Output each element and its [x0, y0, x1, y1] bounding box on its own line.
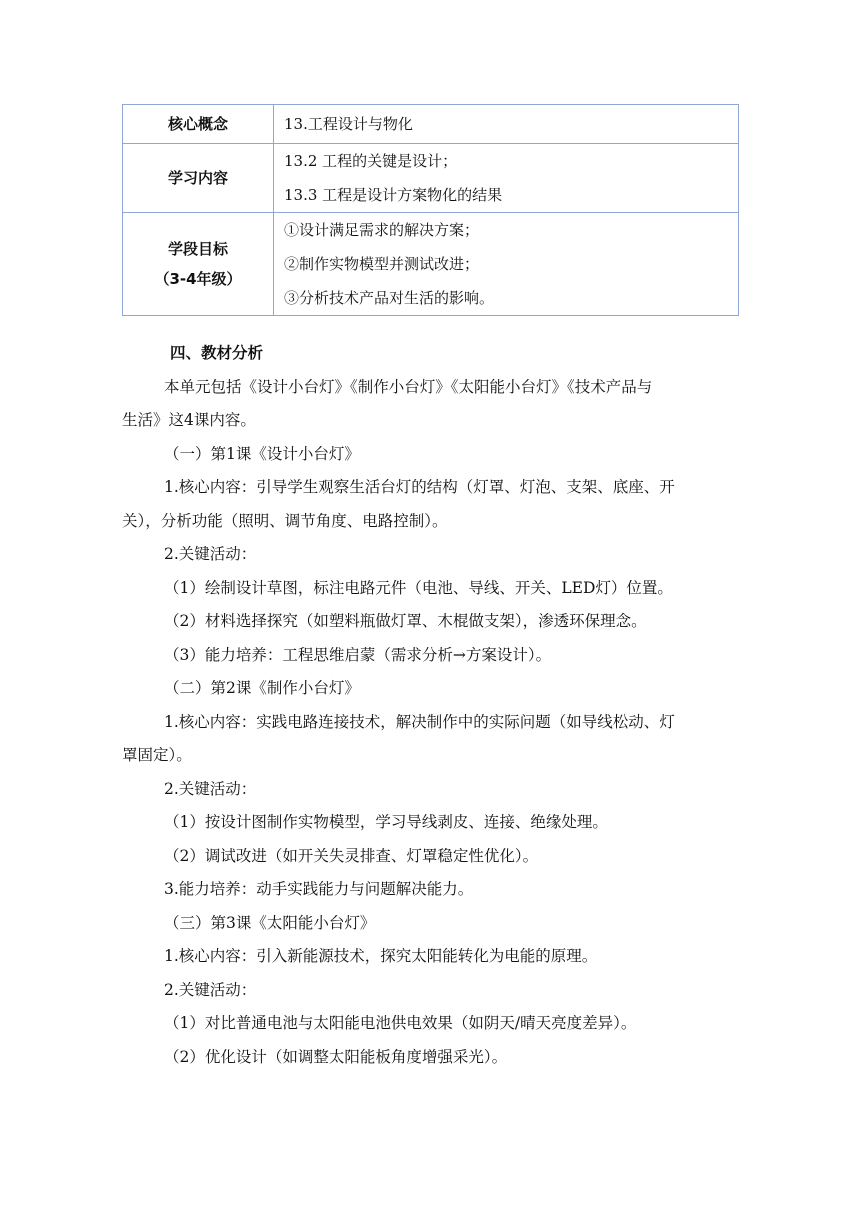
activities-title: 2.关键活动： — [164, 980, 257, 999]
stage-goal-line: ②制作实物模型并测试改进； — [284, 255, 480, 273]
lesson-title: （二）第2课《制作小台灯》 — [164, 679, 360, 697]
table-content-cell — [274, 213, 739, 316]
core-content-line: 关），分析功能（照明、调节角度、电路控制）。 — [122, 511, 448, 530]
table-label-cell — [123, 105, 274, 144]
stage-goal-line: ①设计满足需求的解决方案； — [284, 221, 480, 239]
learning-content-line: 13.3 工程是设计方案物化的结果 — [284, 186, 503, 204]
activity-item: （1）绘制设计草图，标注电路元件（电池、导线、开关、LED灯）位置。 — [164, 578, 673, 597]
table-row — [123, 213, 739, 316]
material-analysis-section — [122, 337, 739, 1074]
activities-title: 2.关键活动： — [164, 779, 257, 798]
intro-paragraph-line: 生活》这4课内容。 — [122, 411, 256, 429]
lesson-title: （一）第1课《设计小台灯》 — [164, 444, 360, 463]
activity-item: （3）能力培养：工程思维启蒙（需求分析→方案设计）。 — [164, 645, 552, 664]
stage-goal-line: ③分析技术产品对生活的影响。 — [284, 289, 495, 307]
row-label-grade-range: （3-4年级） — [154, 270, 242, 288]
activity-item: （1）按设计图制作实物模型，学习导线剥皮、连接、绝缘处理。 — [164, 813, 608, 831]
table-row — [123, 144, 739, 213]
learning-content-line: 13.2 工程的关键是设计； — [284, 152, 458, 170]
activity-item: （2）调试改进（如开关失灵排查、灯罩稳定性优化）。 — [164, 846, 539, 865]
core-content-line: 1.核心内容：引导学生观察生活台灯的结构（灯罩、灯泡、支架、底座、开 — [164, 478, 675, 496]
ability-item: 3.能力培养：动手实践能力与问题解决能力。 — [164, 880, 474, 898]
lesson-title: （三）第3课《太阳能小台灯》 — [164, 913, 376, 932]
intro-paragraph-line: 本单元包括《设计小台灯》《制作小台灯》《太阳能小台灯》《技术产品与 — [164, 377, 653, 396]
activity-item: （2）材料选择探究（如塑料瓶做灯罩、木棍做支架），渗透环保理念。 — [164, 612, 647, 630]
core-content-line: 1.核心内容：实践电路连接技术，解决制作中的实际问题（如导线松动、灯 — [164, 712, 675, 731]
core-content-line: 1.核心内容：引入新能源技术，探究太阳能转化为电能的原理。 — [164, 947, 598, 965]
standards-table — [122, 104, 739, 316]
row-label-learning-content: 学习内容 — [167, 169, 228, 187]
table-label-cell — [123, 213, 274, 316]
row-label-core-concept: 核心概念 — [167, 115, 228, 133]
core-content-line: 罩固定）。 — [122, 746, 192, 764]
core-concept-text: 13.工程设计与物化 — [284, 115, 413, 133]
row-label-stage-goals: 学段目标 — [167, 240, 228, 258]
activities-title: 2.关键活动： — [164, 545, 257, 563]
activity-item: （2）优化设计（如调整太阳能板角度增强采光）。 — [164, 1047, 508, 1066]
table-content-cell — [274, 144, 739, 213]
table-content-cell — [274, 105, 739, 144]
table-label-cell — [123, 144, 274, 213]
activity-item: （1）对比普通电池与太阳能电池供电效果（如阴天/晴天亮度差异）。 — [164, 1014, 637, 1032]
table-row — [123, 105, 739, 144]
section-heading: 四、教材分析 — [170, 344, 264, 362]
